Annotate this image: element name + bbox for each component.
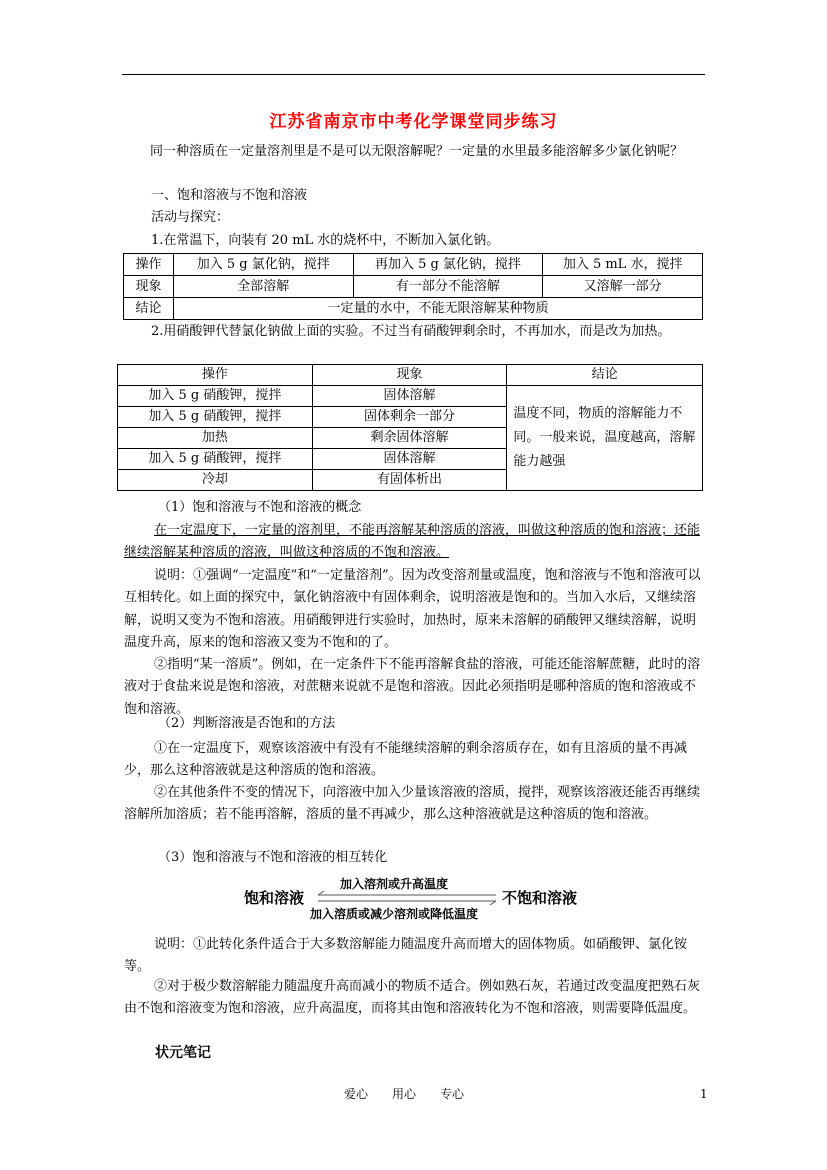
table-cell: 固体溶解 <box>312 386 507 407</box>
subheading-1: （1）饱和溶液与不饱和溶液的概念 <box>158 500 362 515</box>
table-row <box>118 386 703 407</box>
subheading-2: （2）判断溶液是否饱和的方法 <box>158 716 336 731</box>
page-number: 1 <box>700 1087 708 1101</box>
table-cell: 再加入 5 g 氯化钠，搅拌 <box>353 254 543 276</box>
table-cell: 操作 <box>124 254 174 276</box>
table-header: 现象 <box>312 365 507 386</box>
table-cell: 有固体析出 <box>312 470 507 491</box>
table-row <box>124 298 703 320</box>
header-rule <box>122 74 705 75</box>
table-cell: 加热 <box>118 428 313 449</box>
notes-heading: 状元笔记 <box>155 1045 211 1061</box>
table-header: 结论 <box>507 365 703 386</box>
kno3-table <box>117 364 703 491</box>
conversion-diagram <box>242 874 588 924</box>
subheading-3: （3）饱和溶液与不饱和溶液的相互转化 <box>158 850 388 865</box>
note-1-paragraph: 说明：①强调“一定温度”和“一定量溶剂”。因为改变溶剂量或温度，饱和溶液与不饱和溶液可以互相转化。如上面的探究中，氯化钠溶液中有固体剩余，说明溶液是饱和的。当加入水后，又继续溶解，说明又变为不饱和溶液。用硝酸钾进行实验时，加热时，原来未溶解的硝酸钾又继续溶解，说明温度升高，原来的饱和溶液又变为不饱和的了。 <box>124 568 701 651</box>
table-cell: 一定量的水中，不能无限溶解某种物质 <box>173 298 702 320</box>
table-header-row <box>118 365 703 386</box>
table-header: 操作 <box>118 365 313 386</box>
note-4-paragraph: ②对于极少数溶解能力随温度升高而减小的物质不适合。例如熟石灰，若通过改变温度把熟石灰由不饱和溶液变为饱和溶液，应升高温度，而将其由饱和溶液转化为不饱和溶液，则需要降低温度。 <box>124 979 701 1017</box>
intro-paragraph: 同一种溶质在一定量溶剂里是不是可以无限溶解呢？一定量的水里最多能溶解多少氯化钠呢？ <box>150 144 684 159</box>
step-2-text: 2.用硝酸钾代替氯化钠做上面的实验。不过当有硝酸钾剩余时，不再加水，而是改为加热。 <box>151 324 671 339</box>
table-cell: 又溶解一部分 <box>543 276 703 298</box>
section-heading: 一、饱和溶液与不饱和溶液 <box>151 188 308 203</box>
activity-label: 活动与探究： <box>151 210 230 225</box>
definition-paragraph: 在一定温度下，一定量的溶剂里，不能再溶解某种溶质的溶液，叫做这种溶质的饱和溶液；还能继续溶解某种溶质的溶液，叫做这种溶质的不饱和溶液。 <box>124 523 701 560</box>
footer-text: 爱心 用心 专心 <box>344 1087 465 1101</box>
method-1-paragraph: ①在一定温度下，观察该溶液中有没有不能继续溶解的剩余溶质存在，如有且溶质的量不再减少，那么这种溶液就是这种溶质的饱和溶液。 <box>124 741 688 779</box>
step-1-text: 1.在常温下，向装有 20 mL 水的烧杯中，不断加入氯化钠。 <box>151 233 500 248</box>
method-2-paragraph: ②在其他条件不变的情况下，向溶液中加入少量该溶液的溶质，搅拌，观察该溶液还能否再继续溶解所加溶质；若不能再溶解，溶质的量不再减少，那么这种溶液就是这种溶质的饱和溶液。 <box>124 785 701 823</box>
table-cell: 加入 5 g 硝酸钾，搅拌 <box>118 407 313 428</box>
conclusion-cell: 温度不同，物质的溶解能力不同。一般来说，温度越高，溶解能力越强 <box>507 386 703 491</box>
note-2-paragraph: ②指明“某一溶质”。例如，在一定条件下不能再溶解食盐的溶液，可能还能溶解蔗糖，此时的溶液对于食盐来说是饱和溶液，对蔗糖来说就不是饱和溶液。因此必须指明是哪种溶质的饱和溶液或不饱和溶液。 <box>124 657 701 717</box>
table-cell: 冷却 <box>118 470 313 491</box>
table-cell: 加入 5 g 硝酸钾，搅拌 <box>118 449 313 470</box>
table-cell: 结论 <box>124 298 174 320</box>
page-title: 江苏省南京市中考化学课堂同步练习 <box>269 112 558 132</box>
nacl-table <box>123 253 703 320</box>
table-cell: 固体剩余一部分 <box>312 407 507 428</box>
table-cell: 剩余固体溶解 <box>312 428 507 449</box>
table-cell: 加入 5 mL 水，搅拌 <box>543 254 703 276</box>
table-cell: 现象 <box>124 276 174 298</box>
table-row <box>124 254 703 276</box>
table-cell: 有一部分不能溶解 <box>353 276 543 298</box>
table-cell: 加入 5 g 硝酸钾，搅拌 <box>118 386 313 407</box>
top-condition-label: 加入溶剂或升高温度 <box>340 877 449 891</box>
table-cell: 全部溶解 <box>173 276 353 298</box>
table-cell: 加入 5 g 氯化钠，搅拌 <box>173 254 353 276</box>
table-row <box>124 276 703 298</box>
saturated-label: 饱和溶液 <box>244 889 305 907</box>
bottom-condition-label: 加入溶质或减少溶剂或降低温度 <box>310 907 479 921</box>
note-3-paragraph: 说明：①此转化条件适合于大多数溶解能力随温度升高而增大的固体物质。如硝酸钾、氯化铵等。 <box>124 937 688 975</box>
table-cell: 固体溶解 <box>312 449 507 470</box>
conversion-arrows-icon <box>316 891 498 905</box>
unsaturated-label: 不饱和溶液 <box>502 889 578 907</box>
